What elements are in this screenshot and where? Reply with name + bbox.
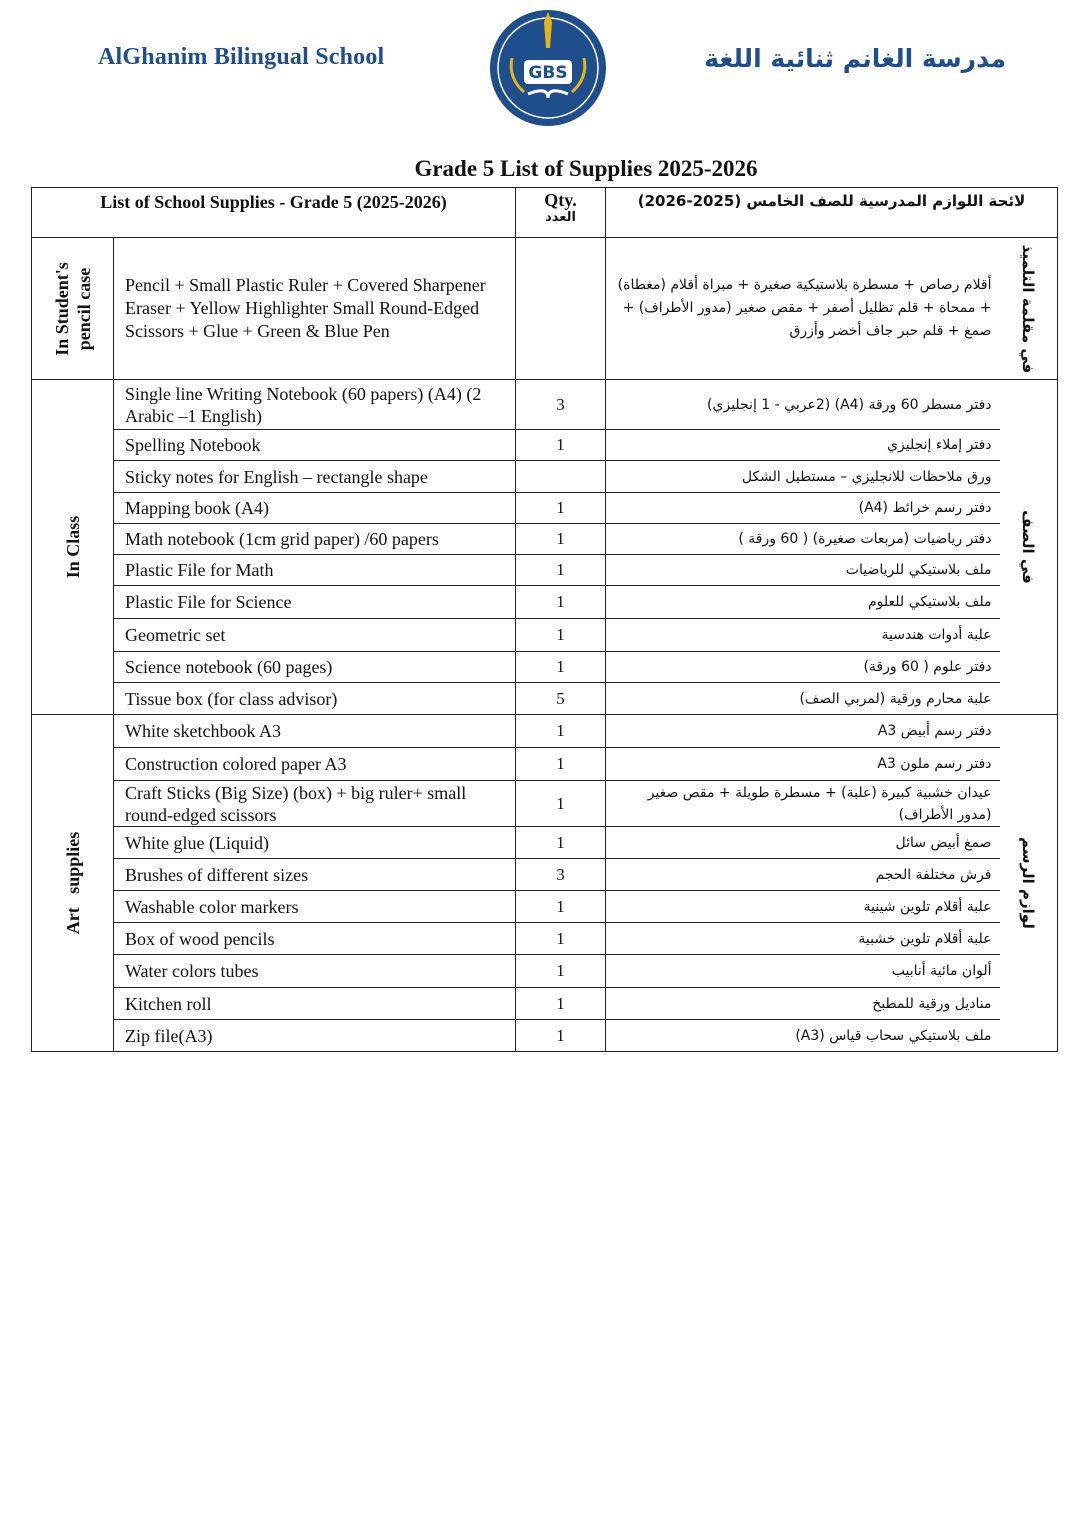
table-row: [32, 652, 1058, 683]
item-ar: ملف بلاستيكي سحاب قياس (A3): [606, 1020, 1000, 1052]
table-row: [32, 619, 1058, 652]
table-header-row: [32, 188, 1058, 238]
item-en: Kitchen roll: [114, 988, 516, 1020]
item-en: Geometric set: [114, 619, 516, 652]
item-qty: 1: [516, 1020, 606, 1052]
category-label-ar: في الصف: [1019, 510, 1038, 584]
item-qty: 1: [516, 493, 606, 524]
item-en: Sticky notes for English – rectangle shape: [114, 461, 516, 493]
table-row: [32, 748, 1058, 781]
item-en: Water colors tubes: [114, 955, 516, 988]
category-label: Art supplies: [62, 831, 83, 935]
table-row: [32, 715, 1058, 748]
category-pencil-case-ar: [1000, 238, 1058, 380]
item-qty: 1: [516, 652, 606, 683]
item-en: Math notebook (1cm grid paper) /60 papers: [114, 524, 516, 555]
table-row: [32, 683, 1058, 715]
item-ar: علبة أقلام تلوين خشبية: [606, 923, 1000, 955]
item-qty: 1: [516, 781, 606, 827]
item-qty: 1: [516, 748, 606, 781]
item-en: White glue (Liquid): [114, 827, 516, 859]
category-label: In Student's pencil case: [51, 261, 94, 356]
item-ar: ملف بلاستيكي للعلوم: [606, 586, 1000, 619]
table-row: [32, 891, 1058, 923]
school-name-ar: مدرسة الغانم ثنائية اللغة: [704, 44, 1006, 73]
item-qty: 1: [516, 923, 606, 955]
item-en: Science notebook (60 pages): [114, 652, 516, 683]
header-qty: [516, 188, 606, 238]
item-qty: 3: [516, 380, 606, 430]
table-row: [32, 555, 1058, 586]
table-row: [32, 923, 1058, 955]
item-ar: ألوان مائية أنابيب: [606, 955, 1000, 988]
item-ar: علبة أدوات هندسية: [606, 619, 1000, 652]
category-art-supplies-ar: [1000, 715, 1058, 1052]
table-row: [32, 781, 1058, 827]
item-qty: 1: [516, 586, 606, 619]
item-ar: دفتر مسطر 60 ورقة (A4) (2عربي - 1 إنجليزي): [606, 380, 1000, 430]
table-row: [32, 380, 1058, 430]
item-qty: 1: [516, 619, 606, 652]
table-row: [32, 461, 1058, 493]
item-en: Plastic File for Science: [114, 586, 516, 619]
table-row: [32, 1020, 1058, 1052]
item-qty: 1: [516, 430, 606, 461]
item-en: Plastic File for Math: [114, 555, 516, 586]
item-ar: فرش مختلفة الحجم: [606, 859, 1000, 891]
header-ar: لائحة اللوازم المدرسية للصف الخامس (2025-2026): [606, 188, 1058, 238]
item-en: Zip file(A3): [114, 1020, 516, 1052]
table-row: [32, 586, 1058, 619]
item-qty: 3: [516, 859, 606, 891]
item-ar: دفتر إملاء إنجليزي: [606, 430, 1000, 461]
school-logo: [488, 8, 608, 128]
category-art-supplies: [32, 715, 114, 1052]
item-qty: 1: [516, 955, 606, 988]
item-en: Construction colored paper A3: [114, 748, 516, 781]
table-row: [32, 827, 1058, 859]
item-en: Brushes of different sizes: [114, 859, 516, 891]
item-ar: علبة أقلام تلوين شينية: [606, 891, 1000, 923]
item-en: Washable color markers: [114, 891, 516, 923]
item-en: Spelling Notebook: [114, 430, 516, 461]
item-qty: 1: [516, 715, 606, 748]
item-ar: دفتر رياضيات (مربعات صغيرة) ( 60 ورقة ): [606, 524, 1000, 555]
category-label-ar: في مقلمة التلميذ: [1019, 244, 1038, 373]
item-qty: 1: [516, 891, 606, 923]
item-en: White sketchbook A3: [114, 715, 516, 748]
header-en: List of School Supplies - Grade 5 (2025-2026): [32, 188, 516, 238]
category-label-ar: لوازم الرسم: [1019, 837, 1038, 929]
school-name-en: AlGhanim Bilingual School: [98, 44, 385, 70]
item-en: Tissue box (for class advisor): [114, 683, 516, 715]
item-ar: ورق ملاحظات للانجليزي – مستطيل الشكل: [606, 461, 1000, 493]
item-qty: 5: [516, 683, 606, 715]
pencil-case-qty: [516, 238, 606, 380]
supplies-table: [31, 187, 1058, 1052]
table-row: [32, 988, 1058, 1020]
item-ar: صمغ أبيض سائل: [606, 827, 1000, 859]
item-qty: 1: [516, 988, 606, 1020]
item-ar: عيدان خشبية كبيرة (علبة) + مسطرة طويلة + مقص صغير (مدور الأطراف): [606, 781, 1000, 827]
item-ar: دفتر علوم ( 60 ورقة): [606, 652, 1000, 683]
item-qty: [516, 461, 606, 493]
page-title: Grade 5 List of Supplies 2025-2026: [414, 156, 758, 181]
item-en: Mapping book (A4): [114, 493, 516, 524]
item-ar: دفتر رسم أبيض A3: [606, 715, 1000, 748]
item-ar: ملف بلاستيكي للرياضيات: [606, 555, 1000, 586]
category-in-class: [32, 380, 114, 715]
item-en: Box of wood pencils: [114, 923, 516, 955]
item-ar: دفتر رسم ملون A3: [606, 748, 1000, 781]
item-ar: علبة محارم ورقية (لمربي الصف): [606, 683, 1000, 715]
item-en: Single line Writing Notebook (60 papers) (A4) (2 Arabic –1 English): [114, 380, 516, 430]
item-qty: 1: [516, 827, 606, 859]
table-row: [32, 524, 1058, 555]
pencil-case-items-ar: أقلام رصاص + مسطرة بلاستيكية صغيرة + مبراة أقلام (مغطاة) + ممحاة + قلم تظليل أصفر + مقص صغير (مدور الأطراف) + صمغ + قلم حبر جاف أخضر وأزرق: [606, 238, 1000, 380]
category-label: In Class: [62, 515, 83, 579]
header-qty-label: Qty.: [544, 190, 577, 210]
pencil-case-items-en: Pencil + Small Plastic Ruler + Covered Sharpener Eraser + Yellow Highlighter Small Round-Edged Scissors + Glue + Green & Blue Pen: [114, 238, 516, 380]
category-in-class-ar: [1000, 380, 1058, 715]
category-pencil-case: [32, 238, 114, 380]
table-row: [32, 955, 1058, 988]
pencil-case-row: [32, 238, 1058, 380]
item-ar: مناديل ورقية للمطبخ: [606, 988, 1000, 1020]
logo-text: GBS: [528, 63, 568, 83]
item-qty: 1: [516, 524, 606, 555]
item-ar: دفتر رسم خرائط (A4): [606, 493, 1000, 524]
item-en: Craft Sticks (Big Size) (box) + big ruler+ small round-edged scissors: [114, 781, 516, 827]
header-qty-ar: العدد: [545, 210, 576, 225]
item-qty: 1: [516, 555, 606, 586]
table-row: [32, 859, 1058, 891]
table-row: [32, 430, 1058, 461]
table-row: [32, 493, 1058, 524]
